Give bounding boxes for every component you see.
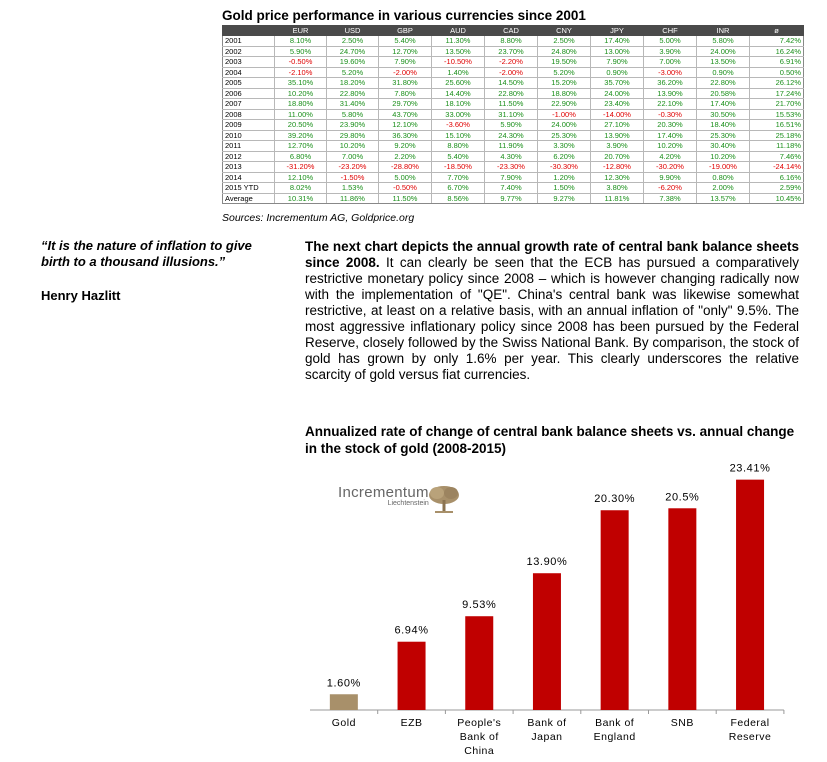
category-label: Gold — [331, 717, 356, 729]
table-cell: 24.00% — [697, 46, 750, 57]
table-cell: 10.20% — [275, 88, 327, 99]
table-cell: 12.10% — [379, 120, 432, 131]
table-cell: 23.70% — [485, 46, 538, 57]
table-cell: -1.00% — [538, 109, 591, 120]
table-cell: 16.51% — [750, 120, 804, 131]
table-cell: 7.90% — [591, 57, 644, 68]
table-header-cell — [223, 26, 275, 36]
table-cell: 8.56% — [432, 193, 485, 204]
table-row — [223, 141, 804, 152]
table-cell: 26.12% — [750, 78, 804, 89]
table-cell: 29.70% — [379, 99, 432, 110]
table-cell: 2.00% — [697, 183, 750, 194]
table-cell: 1.40% — [432, 67, 485, 78]
table-cell: -19.00% — [697, 162, 750, 173]
table-cell: 1.20% — [538, 172, 591, 183]
table-cell: 5.20% — [538, 67, 591, 78]
table-cell: 6.70% — [432, 183, 485, 194]
table-cell: 0.50% — [750, 67, 804, 78]
table-cell: 11.18% — [750, 141, 804, 152]
table-cell: 7.42% — [750, 36, 804, 47]
table-cell: -3.00% — [644, 67, 697, 78]
table-cell: -14.00% — [591, 109, 644, 120]
table-cell: 10.20% — [697, 151, 750, 162]
category-label: England — [593, 731, 636, 743]
table-row — [223, 120, 804, 131]
table-cell: 31.80% — [379, 78, 432, 89]
data-label: 20.5% — [665, 491, 700, 504]
row-label: 2008 — [223, 109, 275, 120]
table-cell: 19.50% — [538, 57, 591, 68]
table-cell: 20.70% — [591, 151, 644, 162]
table-cell: 5.90% — [485, 120, 538, 131]
table-cell: 11.50% — [485, 99, 538, 110]
table-cell: 6.16% — [750, 172, 804, 183]
table-body — [223, 36, 804, 204]
bar — [601, 510, 629, 710]
data-label: 6.94% — [394, 624, 429, 637]
table-header-cell: AUD — [432, 26, 485, 36]
bar — [668, 508, 696, 710]
table-cell: 7.80% — [379, 88, 432, 99]
table-cell: 22.10% — [644, 99, 697, 110]
table-cell: 0.90% — [697, 67, 750, 78]
category-label: EZB — [400, 717, 423, 729]
table-cell: -30.30% — [538, 162, 591, 173]
table-cell: 14.50% — [485, 78, 538, 89]
table-cell: 15.20% — [538, 78, 591, 89]
table-header-cell: GBP — [379, 26, 432, 36]
table-cell: 13.57% — [697, 193, 750, 204]
table-cell: 36.20% — [644, 78, 697, 89]
table-cell: -1.50% — [327, 172, 379, 183]
quote-text: “It is the nature of inflation to give birth to a thousand illusions.” — [41, 238, 252, 269]
table-header-cell: CAD — [485, 26, 538, 36]
table-cell: 11.50% — [379, 193, 432, 204]
logo-subtitle: Liechtenstein — [387, 500, 429, 507]
table-cell: 20.50% — [275, 120, 327, 131]
row-label: Average — [223, 193, 275, 204]
table-cell: 13.50% — [432, 46, 485, 57]
row-label: 2014 — [223, 172, 275, 183]
table-cell: 10.31% — [275, 193, 327, 204]
table-cell: 9.27% — [538, 193, 591, 204]
row-label: 2006 — [223, 88, 275, 99]
table-cell: 13.00% — [591, 46, 644, 57]
table-cell: 9.77% — [485, 193, 538, 204]
table-cell: -30.20% — [644, 162, 697, 173]
table-cell: 10.45% — [750, 193, 804, 204]
table-cell: 18.80% — [275, 99, 327, 110]
table-cell: 2.50% — [327, 36, 379, 47]
table-cell: 17.24% — [750, 88, 804, 99]
table-cell: 7.00% — [327, 151, 379, 162]
bar — [533, 573, 561, 710]
table-cell: 3.80% — [591, 183, 644, 194]
table-cell: 11.90% — [485, 141, 538, 152]
row-label: 2001 — [223, 36, 275, 47]
table-cell: 12.70% — [379, 46, 432, 57]
table-cell: 2.59% — [750, 183, 804, 194]
logo-name: Incrementum — [338, 484, 429, 501]
table-cell: 20.30% — [644, 120, 697, 131]
table-cell: 4.20% — [644, 151, 697, 162]
table-cell: -2.00% — [485, 67, 538, 78]
row-label: 2002 — [223, 46, 275, 57]
row-label: 2013 — [223, 162, 275, 173]
row-label: 2005 — [223, 78, 275, 89]
table-cell: 24.30% — [485, 130, 538, 141]
table-cell: 39.20% — [275, 130, 327, 141]
table-header-cell: USD — [327, 26, 379, 36]
table-cell: 13.90% — [644, 88, 697, 99]
table-cell: 10.20% — [644, 141, 697, 152]
table-cell: 7.70% — [432, 172, 485, 183]
row-label: 2009 — [223, 120, 275, 131]
category-label: Bank of — [459, 731, 499, 743]
table-cell: -12.80% — [591, 162, 644, 173]
data-label: 1.60% — [326, 677, 361, 690]
row-label: 2012 — [223, 151, 275, 162]
table-cell: 5.80% — [327, 109, 379, 120]
table-cell: 11.86% — [327, 193, 379, 204]
chart-title: Annualized rate of change of central bank balance sheets vs. annual change in the stock of gold (2008-2015) — [305, 424, 795, 456]
row-label: 2010 — [223, 130, 275, 141]
table-row — [223, 78, 804, 89]
table-header-cell: ø — [750, 26, 804, 36]
category-label: China — [464, 745, 495, 757]
category-label: Bank of — [527, 717, 567, 729]
table-row — [223, 36, 804, 47]
table-header-cell: CNY — [538, 26, 591, 36]
table-cell: 43.70% — [379, 109, 432, 120]
category-label: Federal — [730, 717, 770, 729]
table-cell: 5.80% — [697, 36, 750, 47]
table-cell: 8.80% — [432, 141, 485, 152]
table-cell: 31.40% — [327, 99, 379, 110]
table-cell: 4.30% — [485, 151, 538, 162]
table-cell: 5.40% — [432, 151, 485, 162]
row-label: 2015 YTD — [223, 183, 275, 194]
table-cell: 14.40% — [432, 88, 485, 99]
table-cell: 24.00% — [538, 120, 591, 131]
body-paragraph — [305, 239, 799, 383]
table-cell: 1.50% — [538, 183, 591, 194]
table-cell: 1.53% — [327, 183, 379, 194]
table-cell: -0.50% — [275, 57, 327, 68]
table-cell: -10.50% — [432, 57, 485, 68]
table-cell: 3.90% — [591, 141, 644, 152]
table-cell: 36.30% — [379, 130, 432, 141]
table-cell: -0.30% — [644, 109, 697, 120]
table-cell: 15.53% — [750, 109, 804, 120]
row-label: 2011 — [223, 141, 275, 152]
table-cell: 22.80% — [327, 88, 379, 99]
table-cell: 25.30% — [538, 130, 591, 141]
table-cell: 18.10% — [432, 99, 485, 110]
table-cell: 17.40% — [697, 99, 750, 110]
table-header-row — [223, 26, 804, 36]
row-label: 2007 — [223, 99, 275, 110]
table-header-cell: JPY — [591, 26, 644, 36]
table-cell: 11.00% — [275, 109, 327, 120]
table-cell: 12.70% — [275, 141, 327, 152]
table-cell: 9.20% — [379, 141, 432, 152]
table-cell: 24.00% — [591, 88, 644, 99]
category-label: Reserve — [728, 731, 772, 743]
table-cell: 30.40% — [697, 141, 750, 152]
table-cell: -23.30% — [485, 162, 538, 173]
table-cell: 6.80% — [275, 151, 327, 162]
table-cell: 18.40% — [697, 120, 750, 131]
table-cell: 6.91% — [750, 57, 804, 68]
table-cell: -0.50% — [379, 183, 432, 194]
table-row — [223, 46, 804, 57]
table-cell: 3.30% — [538, 141, 591, 152]
table-cell: -18.50% — [432, 162, 485, 173]
table-cell: 7.90% — [379, 57, 432, 68]
quote-author: Henry Hazlitt — [41, 288, 121, 303]
table-cell: 3.90% — [644, 46, 697, 57]
table-cell: -3.60% — [432, 120, 485, 131]
tree-icon — [427, 484, 461, 514]
table-cell: 7.90% — [485, 172, 538, 183]
table-cell: 29.80% — [327, 130, 379, 141]
table-cell: 25.18% — [750, 130, 804, 141]
table-cell: 5.20% — [327, 67, 379, 78]
table-cell: 24.80% — [538, 46, 591, 57]
table-cell: -2.00% — [379, 67, 432, 78]
table-cell: 18.20% — [327, 78, 379, 89]
table-cell: 12.10% — [275, 172, 327, 183]
table-cell: -31.20% — [275, 162, 327, 173]
table-header-cell: CHF — [644, 26, 697, 36]
table-cell: 18.80% — [538, 88, 591, 99]
table-cell: -6.20% — [644, 183, 697, 194]
data-label: 13.90% — [526, 556, 568, 569]
category-label: Japan — [531, 731, 563, 743]
table-cell: 13.50% — [697, 57, 750, 68]
table-cell: 22.80% — [697, 78, 750, 89]
data-label: 9.53% — [462, 599, 497, 612]
table-cell: 5.90% — [275, 46, 327, 57]
table-cell: 8.80% — [485, 36, 538, 47]
table-cell: 9.90% — [644, 172, 697, 183]
bar — [736, 480, 764, 710]
table-row — [223, 130, 804, 141]
gold-performance-table — [222, 25, 804, 204]
table-cell: 5.00% — [379, 172, 432, 183]
table-cell: 16.24% — [750, 46, 804, 57]
table-cell: 22.80% — [485, 88, 538, 99]
table-row — [223, 88, 804, 99]
table-cell: 0.80% — [697, 172, 750, 183]
table-cell: 13.90% — [591, 130, 644, 141]
table-source: Sources: Incrementum AG, Goldprice.org — [222, 212, 415, 224]
table-cell: 21.70% — [750, 99, 804, 110]
table-cell: 7.38% — [644, 193, 697, 204]
bar — [398, 642, 426, 710]
table-cell: 35.70% — [591, 78, 644, 89]
body-lead: The next chart depicts the annual growth rate of central bank balance sheets since 2008. — [305, 239, 799, 270]
incrementum-logo — [338, 484, 429, 507]
table-header-cell: EUR — [275, 26, 327, 36]
table-cell: -23.20% — [327, 162, 379, 173]
row-label: 2003 — [223, 57, 275, 68]
table-cell: 11.81% — [591, 193, 644, 204]
table-cell: 30.50% — [697, 109, 750, 120]
table-cell: 23.90% — [327, 120, 379, 131]
table-cell: -24.14% — [750, 162, 804, 173]
bar — [465, 616, 493, 710]
table-cell: 20.58% — [697, 88, 750, 99]
table-title: Gold price performance in various currencies since 2001 — [222, 8, 586, 23]
table-cell: 0.90% — [591, 67, 644, 78]
table-row — [223, 151, 804, 162]
table-cell: 17.40% — [591, 36, 644, 47]
table-cell: 15.10% — [432, 130, 485, 141]
table-cell: 2.50% — [538, 36, 591, 47]
table-cell: 8.02% — [275, 183, 327, 194]
body-rest: It can clearly be seen that the ECB has pursued a comparatively restrictive monetary policy since 2008 – which is however changing radically now with the implementation of "QE". China's central bank was likewise somewhat restrictive, at least on a relative basis, with an annual inflation of "only" 9.5%. The most aggressive inflationary policy since 2008 has been pursued by the Federal Reserve, closely followed by the Swiss National Bank. By comparison, the stock of gold has grown by only 1.6% per year. This clearly underscores the relative scarcity of gold versus fiat currencies. — [305, 255, 799, 382]
table-header-cell: INR — [697, 26, 750, 36]
bar — [330, 694, 358, 710]
table-row — [223, 193, 804, 204]
table-cell: 25.60% — [432, 78, 485, 89]
table-cell: 12.30% — [591, 172, 644, 183]
table-cell: -28.80% — [379, 162, 432, 173]
table-cell: 10.20% — [327, 141, 379, 152]
table-cell: 23.40% — [591, 99, 644, 110]
table-cell: 6.20% — [538, 151, 591, 162]
table-row — [223, 67, 804, 78]
table-row — [223, 99, 804, 110]
table-cell: 5.40% — [379, 36, 432, 47]
table-cell: 19.60% — [327, 57, 379, 68]
table-cell: 25.30% — [697, 130, 750, 141]
table-cell: 24.70% — [327, 46, 379, 57]
table-cell: 35.10% — [275, 78, 327, 89]
table-row — [223, 109, 804, 120]
table-row — [223, 183, 804, 194]
table-cell: 5.00% — [644, 36, 697, 47]
table-cell: 17.40% — [644, 130, 697, 141]
category-label: SNB — [670, 717, 694, 729]
table-cell: 22.90% — [538, 99, 591, 110]
table-cell: 27.10% — [591, 120, 644, 131]
table-cell: 2.20% — [379, 151, 432, 162]
data-label: 23.41% — [729, 462, 771, 475]
table-cell: -2.10% — [275, 67, 327, 78]
table-cell: 7.00% — [644, 57, 697, 68]
row-label: 2004 — [223, 67, 275, 78]
table-row — [223, 172, 804, 183]
table-cell: 8.10% — [275, 36, 327, 47]
table-row — [223, 162, 804, 173]
table-cell: 7.46% — [750, 151, 804, 162]
table-cell: 7.40% — [485, 183, 538, 194]
gold-performance-table-wrap — [222, 25, 803, 204]
table-cell: 31.10% — [485, 109, 538, 120]
category-label: People's — [457, 717, 502, 729]
data-label: 20.30% — [594, 493, 636, 506]
table-cell: 11.30% — [432, 36, 485, 47]
table-row — [223, 57, 804, 68]
table-cell: 33.00% — [432, 109, 485, 120]
category-label: Bank of — [595, 717, 635, 729]
table-cell: -2.20% — [485, 57, 538, 68]
